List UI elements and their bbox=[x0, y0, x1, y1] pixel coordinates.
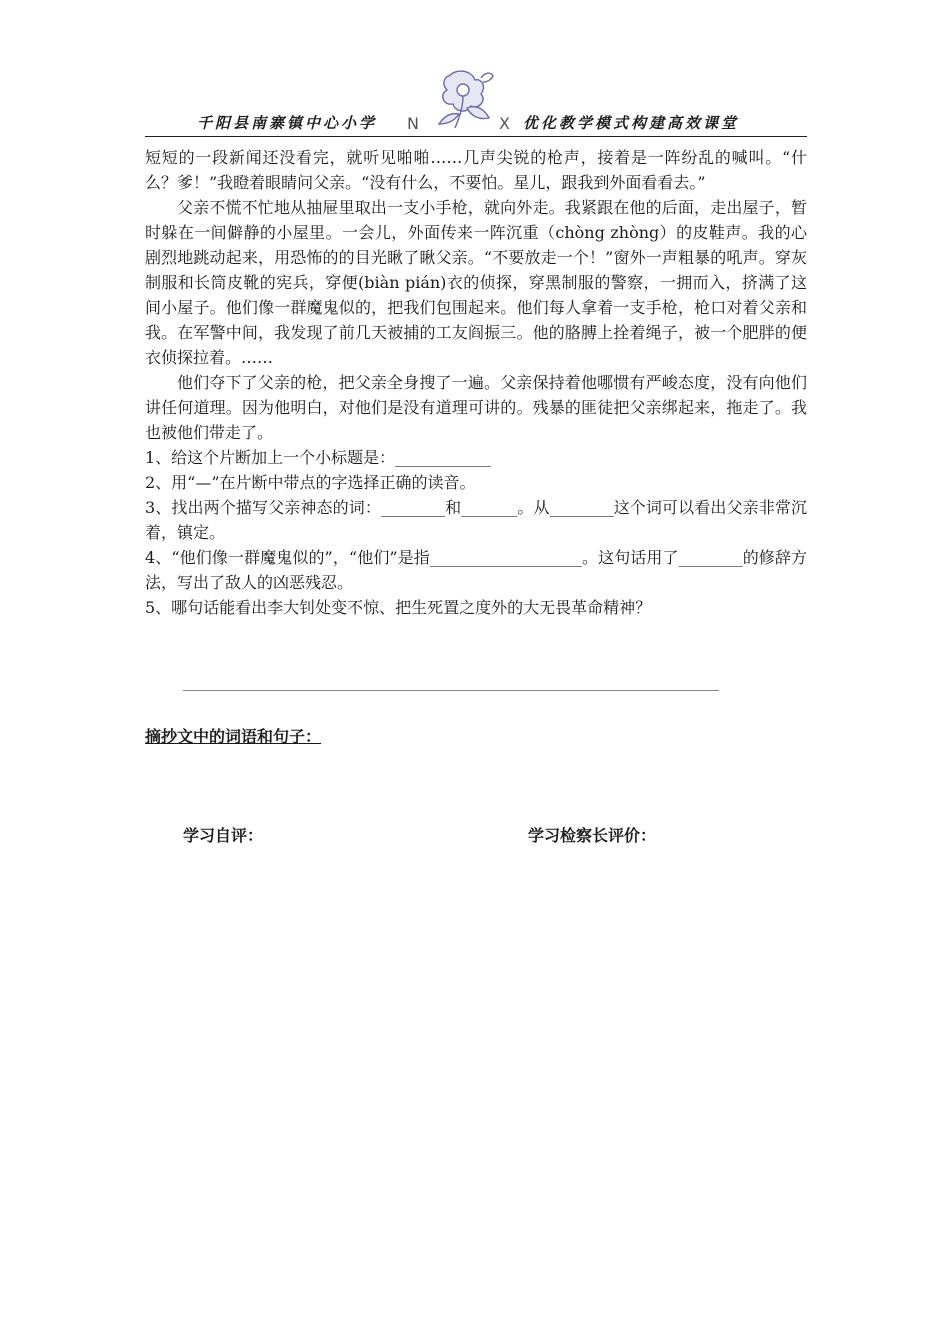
question-1: 1、给这个片断加上一个小标题是：____________ bbox=[145, 448, 492, 467]
flower-logo-icon bbox=[429, 68, 499, 132]
page-header bbox=[145, 80, 807, 137]
passage-paragraph-2: 父亲不慌不忙地从抽屉里取出一支小手枪，就向外走。我紧跟在他的后面，走出屋子，暂时躲在一间僻静的小屋里。一会儿，外面传来一阵沉重（chòng zhòng）的皮鞋声。我的心剧烈地跳动起来，用恐怖的的目光瞅了瞅父亲。“不要放走一个！”窗外一声粗暴的吼声。穿灰制服和长筒皮靴的宪兵，穿便(biàn pián)衣的侦探，穿黑制服的警察，一拥而入，挤满了这间小屋子。他们像一群魔鬼似的，把我们包围起来。他们每人拿着一支手枪，枪口对着父亲和我。在军警中间，我发现了前几天被捕的工友阎振三。他的胳膊上拴着绳子，被一个肥胖的便衣侦探拉着。…… bbox=[145, 198, 807, 367]
header-slogan: 优化教学模式构建高效课堂 bbox=[523, 114, 740, 132]
self-evaluation-label: 学习自评： bbox=[183, 826, 264, 845]
question-5: 5、哪句话能看出李大钊处变不惊、把生死置之度外的大无畏革命精神？ bbox=[145, 598, 652, 617]
question-2: 2、用“—”在片断中带点的字选择正确的读音。 bbox=[145, 473, 476, 492]
excerpt-section-title: 摘抄文中的词语和句子： bbox=[145, 727, 322, 746]
inspector-evaluation-label: 学习检察长评价： bbox=[528, 826, 657, 845]
passage-paragraph-1: 短短的一段新闻还没看完，就听见啪啪……几声尖锐的枪声，接着是一阵纷乱的喊叫。“什么？爹！”我瞪着眼睛问父亲。“没有什么，不要怕。星儿，跟我到外面看看去。” bbox=[145, 148, 807, 192]
passage-paragraph-3: 他们夺下了父亲的枪，把父亲全身搜了一遍。父亲保持着他哪惯有严峻态度，没有向他们讲任何道理。因为他明白，对他们是没有道理可讲的。残暴的匪徒把父亲绑起来，拖走了。我也被他们带走了。 bbox=[145, 373, 807, 442]
school-name: 千阳县南寨镇中心小学 bbox=[197, 114, 378, 132]
header-letter-x: X bbox=[499, 114, 510, 133]
answer-line bbox=[183, 690, 719, 691]
reading-passage bbox=[145, 145, 807, 620]
question-3: 3、找出两个描写父亲神态的词：________和_______。从________这个词可以看出父亲非常沉着，镇定。 bbox=[145, 498, 807, 542]
question-4: 4、“他们像一群魔鬼似的”，“他们”是指___________________。这句话用了________的修辞方法，写出了敌人的凶恶残忍。 bbox=[145, 548, 807, 592]
header-letter-n: N bbox=[407, 114, 419, 133]
